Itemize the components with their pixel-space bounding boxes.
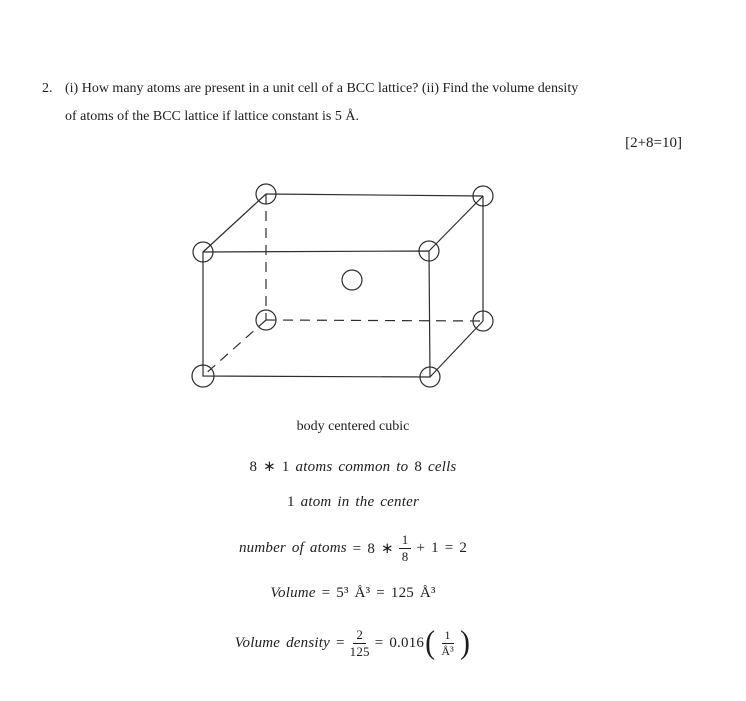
cube-solid-edges <box>203 194 483 377</box>
solution-line-volume-density <box>0 622 706 664</box>
fraction-numerator: 1 <box>442 629 454 644</box>
atom-circle <box>193 242 213 262</box>
atom-circle <box>256 184 276 204</box>
math-text: 8 <box>408 459 428 475</box>
math-text: = 8 ∗ <box>352 540 394 557</box>
math-text: Volume density <box>234 634 336 651</box>
math-text: cells <box>427 459 457 475</box>
solution-line-corner-atoms <box>0 457 706 476</box>
question-number: 2. <box>42 81 53 96</box>
figure-caption: body centered cubic <box>296 419 410 434</box>
atom-circle <box>419 241 439 261</box>
cube-hidden-edges <box>203 194 483 376</box>
math-text: + 1 = 2 <box>416 539 468 556</box>
math-text: 8 ∗ 1 <box>249 459 296 475</box>
atom-circle <box>473 186 493 206</box>
atom-circle <box>192 365 214 387</box>
fraction-numerator: 2 <box>353 628 366 644</box>
solution-line-number-of-atoms <box>0 528 706 568</box>
math-text: = 5³ Å³ = 125 Å³ <box>321 585 436 601</box>
question-text-line2: of atoms of the BCC lattice if lattice constant is 5 Å. <box>65 109 359 124</box>
atom-circle <box>473 311 493 331</box>
question-text-line1: (i) How many atoms are present in a unit cell of a BCC lattice? (ii) Find the volume density <box>65 81 579 96</box>
math-text: number of atoms <box>238 539 353 556</box>
fraction-denominator: 8 <box>401 548 409 564</box>
corner-atoms <box>192 184 493 387</box>
fraction <box>399 533 412 563</box>
atom-circle <box>256 310 276 330</box>
close-parenthesis: ) <box>459 624 471 661</box>
fraction-numerator: 1 <box>399 533 412 549</box>
fraction-denominator: Å³ <box>441 643 454 658</box>
math-text: atoms common to <box>295 459 409 475</box>
math-text: Volume <box>270 585 322 601</box>
open-parenthesis: ( <box>425 624 436 661</box>
atom-circle <box>420 367 440 387</box>
atom-circle <box>342 270 362 290</box>
math-text: atom in the center <box>300 494 419 510</box>
math-text: = <box>335 634 345 651</box>
fraction <box>350 628 370 658</box>
marks-allocation: [2+8=10] <box>625 135 682 151</box>
fraction <box>441 629 454 657</box>
fraction-denominator: 125 <box>349 643 370 659</box>
math-text: 1 <box>287 494 301 510</box>
center-atom <box>342 270 362 290</box>
solution-line-center-atom <box>0 494 706 511</box>
math-text: = 0.016 <box>374 634 425 651</box>
solution-line-volume <box>0 585 706 602</box>
